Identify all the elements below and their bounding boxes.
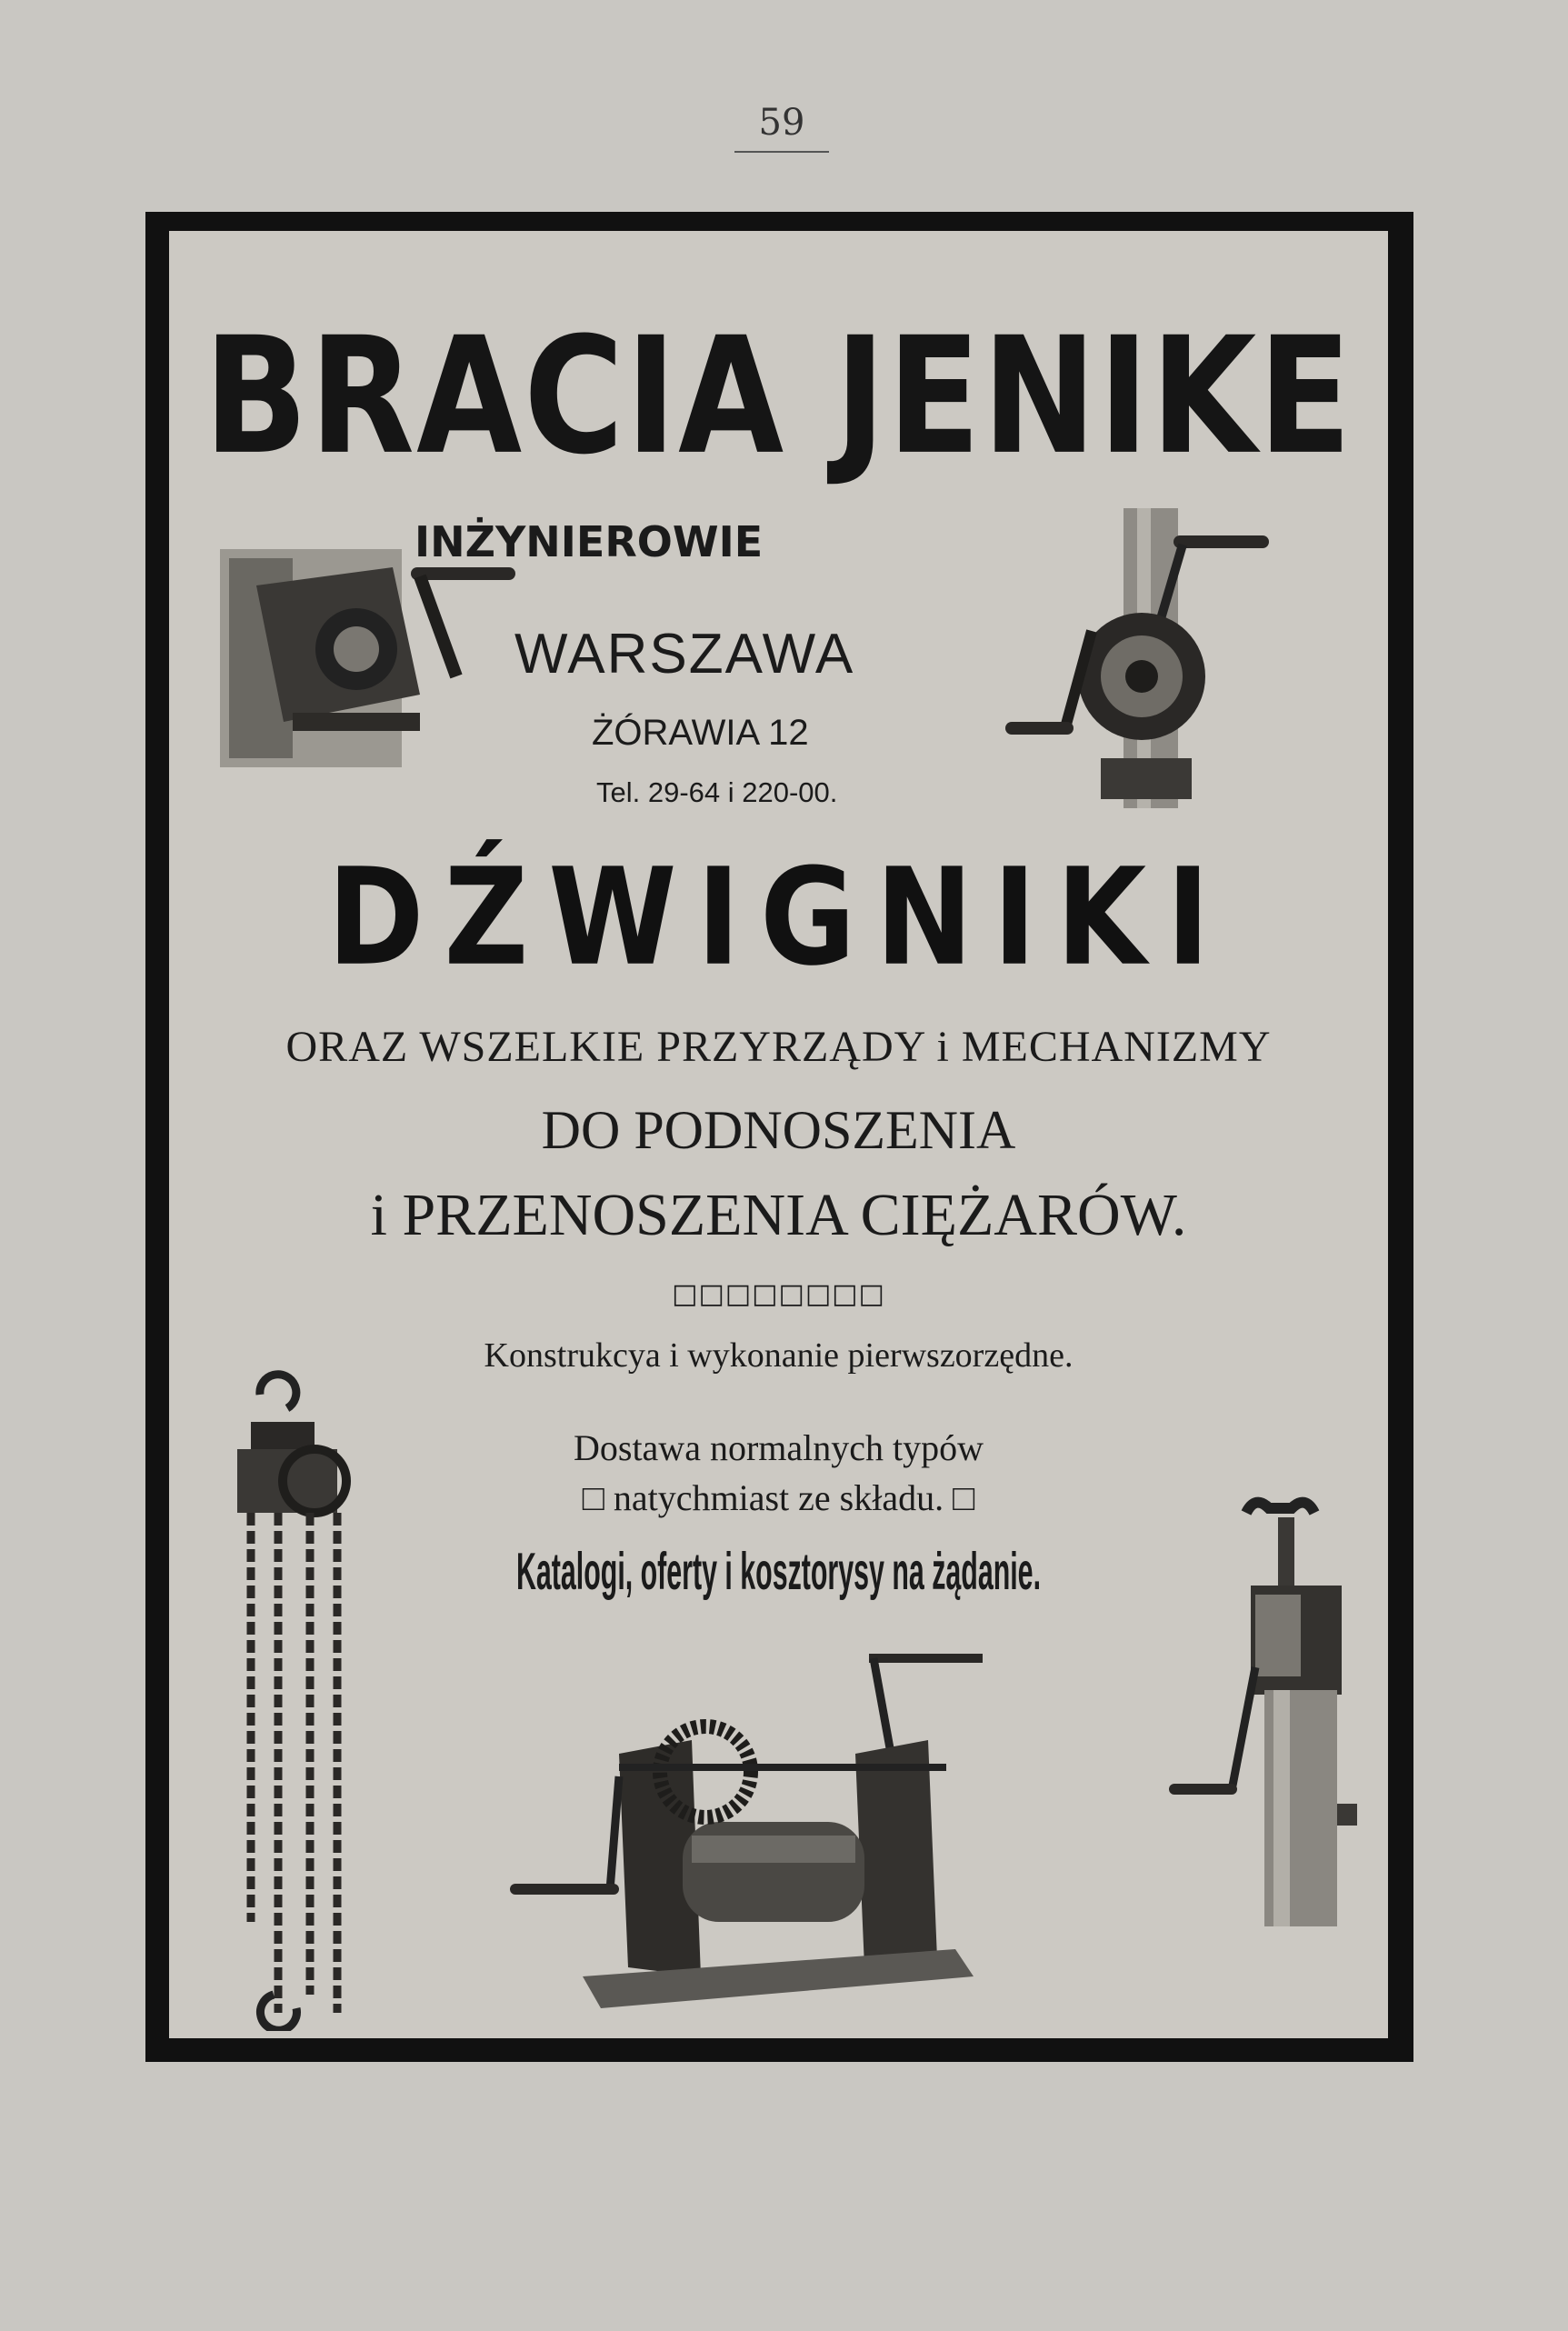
street-address: ŻÓRAWIA 12 (592, 713, 809, 753)
hand-winch-illustration (220, 540, 529, 776)
drum-winch-illustration (510, 1649, 1019, 2013)
page-number-rule (734, 151, 829, 153)
body-line-7: Katalogi, oferty i kosztorysy na żądanie. (515, 1541, 1042, 1601)
city-label: WARSZAWA (514, 623, 855, 685)
ornament-divider: □□□□□□□□ (672, 1278, 885, 1310)
profession-label: INŻYNIEROWIE (414, 517, 764, 566)
chain-hoist-illustration (224, 1358, 360, 2031)
column-winch-illustration (1001, 504, 1301, 813)
company-name: BRACIA JENIKE (204, 304, 1353, 491)
page-number: 59 (758, 102, 805, 144)
phone-numbers: Tel. 29-64 i 220-00. (596, 776, 838, 808)
body-line-4: Konstrukcya i wykonanie pierwszorzędne. (484, 1336, 1074, 1375)
body-line-2: DO PODNOSZENIA (541, 1100, 1016, 1160)
body-line-1: ORAZ WSZELKIE PRZYRZĄDY i MECHANIZMY (285, 1023, 1272, 1071)
body-line-5: Dostawa normalnych typów (573, 1427, 984, 1468)
screw-jack-illustration (1164, 1495, 1373, 1931)
advertisement-frame (145, 212, 1413, 2062)
body-line-6: □ natychmiast ze składu. □ (582, 1477, 975, 1518)
body-line-3: i PRZENOSZENIA CIĘŻARÓW. (370, 1182, 1187, 1248)
headline: DŹWIGNIKI (327, 840, 1230, 996)
